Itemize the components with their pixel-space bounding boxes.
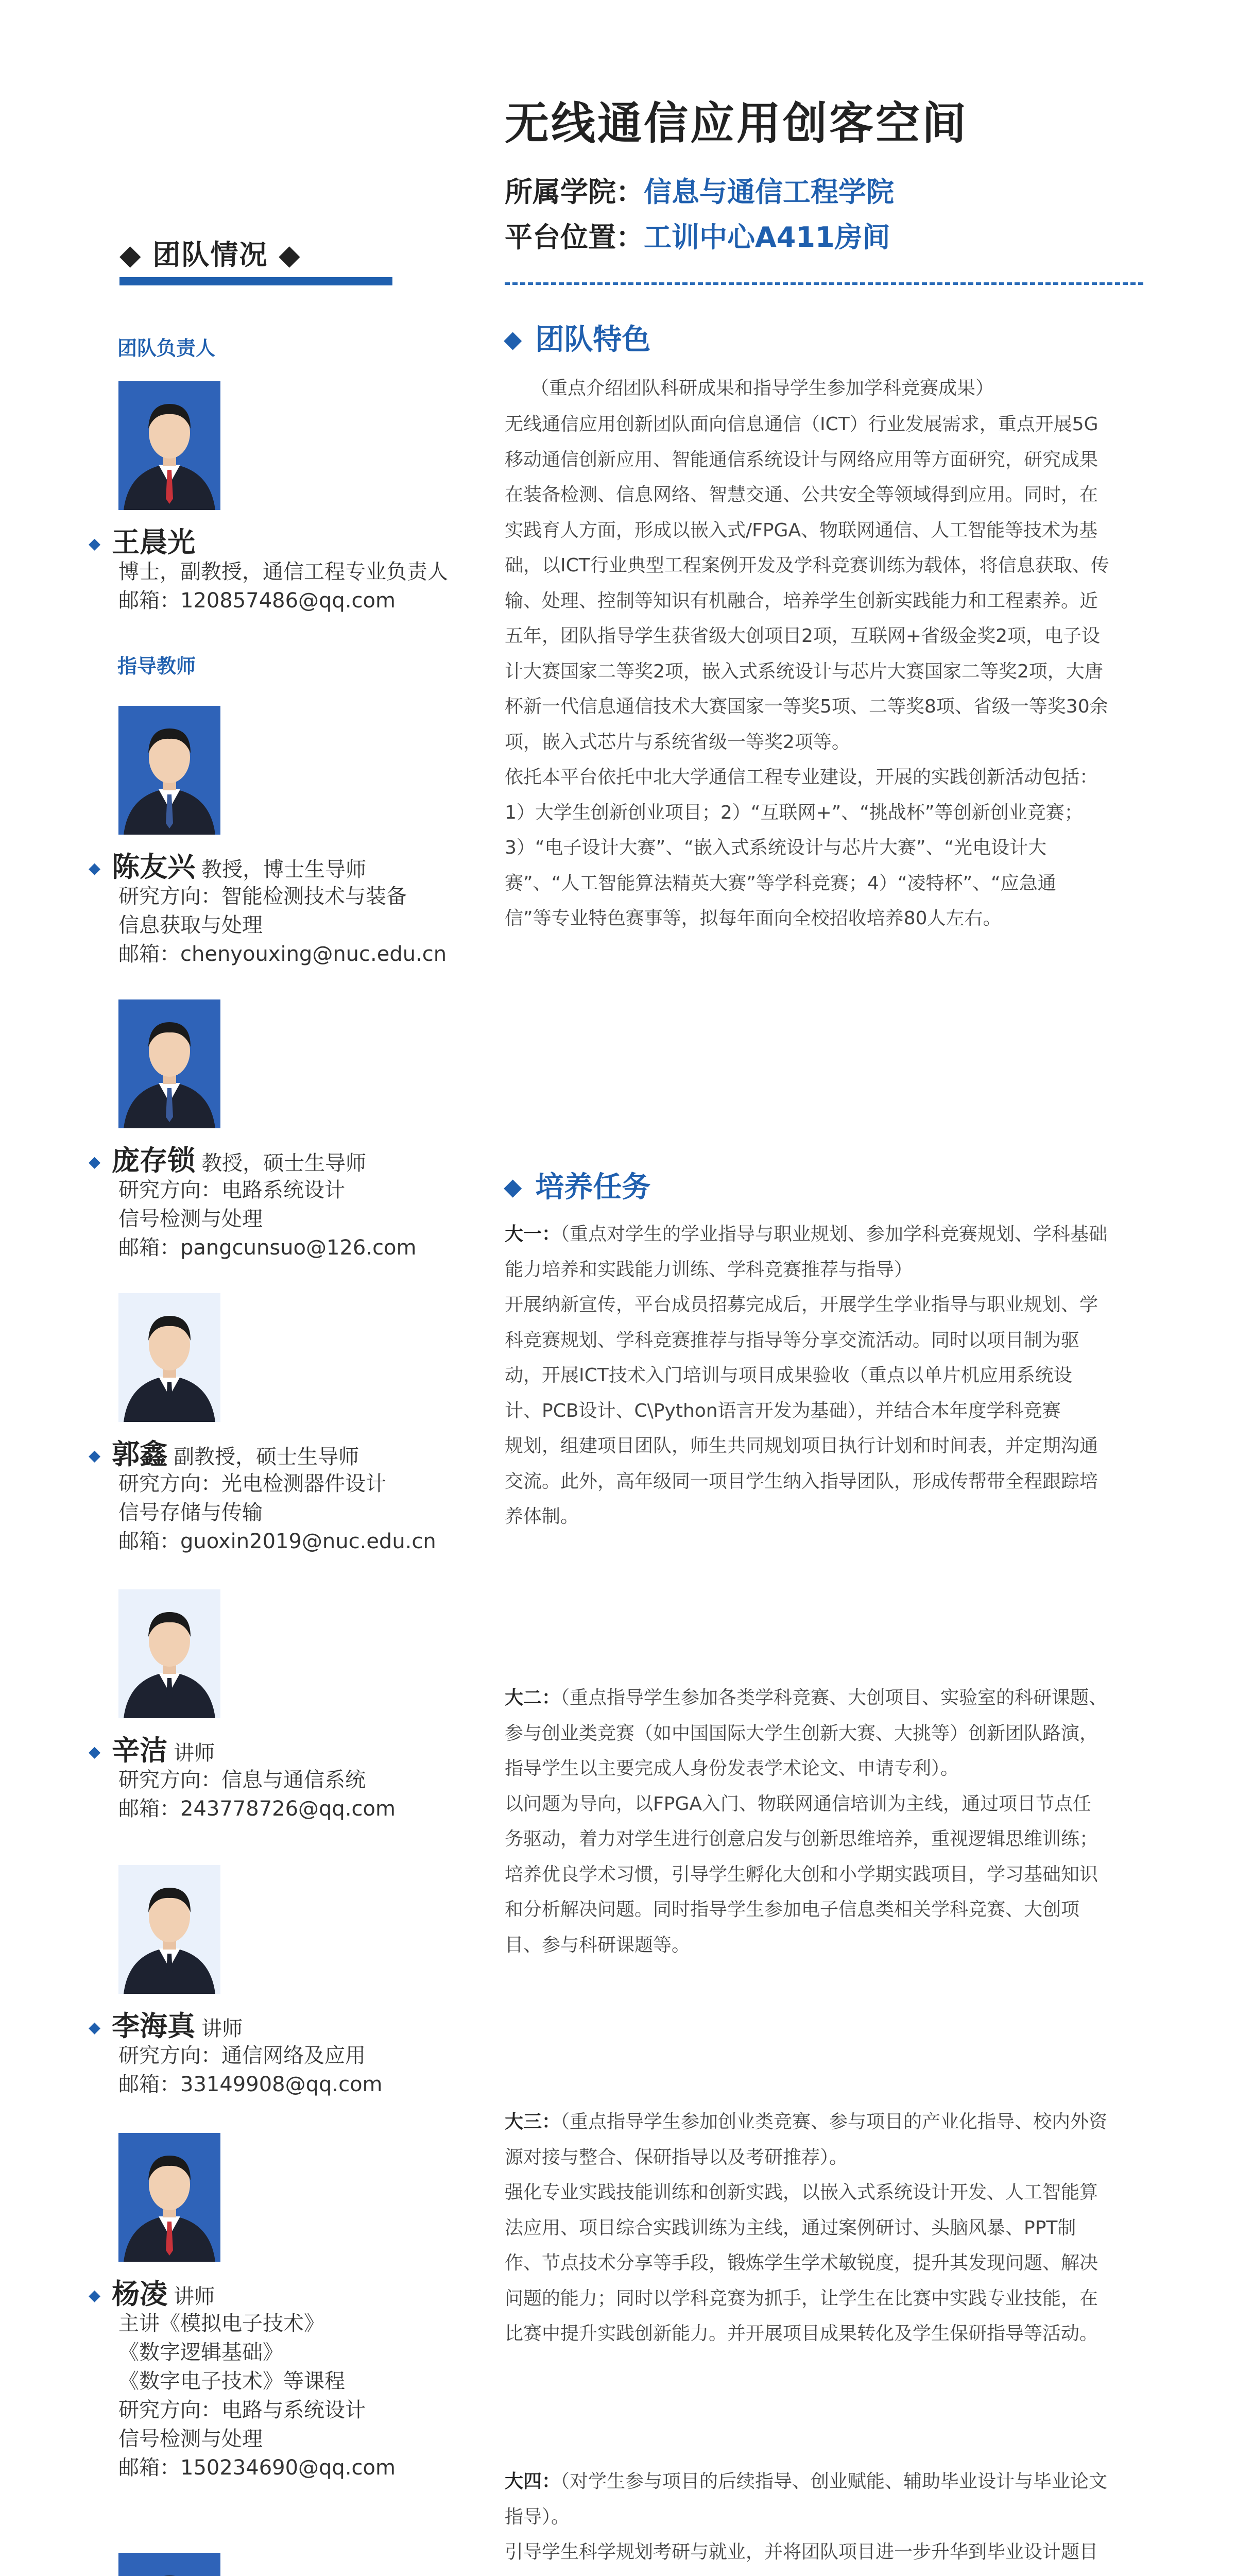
person-name-row bbox=[89, 1139, 366, 1178]
body-line: 1）大学生创新创业项目；2）“互联网+”、“挑战杯”等创新创业竞赛； bbox=[505, 802, 1083, 823]
body-line: 交流。此外，高年级同一项目学生纳入指导团队，形成传帮带全程跟踪培 bbox=[505, 1470, 1098, 1492]
person-title: 教授，硕士生导师 bbox=[201, 1151, 367, 1175]
body-line: 规划，组建项目团队，师生共同规划项目执行计划和时间表，并定期沟通 bbox=[505, 1435, 1098, 1456]
portrait-photo bbox=[118, 381, 220, 510]
person-name-row bbox=[89, 2004, 243, 2044]
body-line: 无线通信应用创新团队面向信息通信（ICT）行业发展需求，重点开展5G bbox=[505, 414, 1098, 435]
person-info-line: 主讲《模拟电子技术》 bbox=[118, 2312, 324, 2335]
portrait-photo bbox=[118, 999, 220, 1128]
section-subtitle: （重点介绍团队科研成果和指导学生参加学科竞赛成果） bbox=[530, 378, 994, 399]
person-info-line: 研究方向：光电检测器件设计 bbox=[118, 1472, 386, 1496]
diamond-bullet-icon: ◆ bbox=[89, 859, 101, 877]
body-line: 大二：（重点指导学生参加各类学科竞赛、大创项目、实验室的科研课题、 bbox=[505, 1687, 1108, 1708]
diamond-bullet-icon: ◆ bbox=[89, 2286, 101, 2304]
body-line: 参与创业类竞赛（如中国国际大学生创新大赛、大挑等）创新团队路演， bbox=[505, 1722, 1098, 1744]
body-line: 大三：（重点指导学生参加创业类竞赛、参与项目的产业化指导、校内外资 bbox=[505, 2111, 1108, 2132]
portrait-photo bbox=[118, 1293, 220, 1422]
body-line: 比赛中提升实践创新能力。并开展项目成果转化及学生保研指导等活动。 bbox=[505, 2323, 1098, 2344]
body-line: 实践育人方面，形成以嵌入式/FPGA、物联网通信、人工智能等技术为基 bbox=[505, 519, 1098, 541]
platform-key: 平台位置： bbox=[505, 221, 644, 253]
person-name: 陈友兴 bbox=[112, 851, 196, 883]
body-line: 指导学生以主要完成人身份发表学术论文、申请专利）。 bbox=[505, 1758, 959, 1779]
body-line: 指导）。 bbox=[505, 2506, 570, 2528]
body-line: 3）“电子设计大赛”、“嵌入式系统设计与芯片大赛”、“光电设计大 bbox=[505, 837, 1047, 858]
diamond-bullet-icon: ◆ bbox=[89, 2019, 101, 2037]
body-line: 计、PCB设计、C\Python语言开发为基础），并结合本年度学科竞赛 bbox=[505, 1400, 1061, 1421]
body-line: 输、处理、控制等知识有机融合，培养学生创新实践能力和工程素养。近 bbox=[505, 590, 1098, 612]
section-title-text: 团队特色 bbox=[535, 323, 651, 357]
lead-label: 团队负责人 bbox=[117, 337, 216, 360]
training-year3 bbox=[505, 2105, 1143, 2352]
person-info-line: 邮箱：pangcunsuo@126.com bbox=[118, 1236, 417, 1260]
year-label: 大二： bbox=[505, 1687, 561, 1708]
person-info-line: 邮箱：150234690@qq.com bbox=[118, 2456, 396, 2480]
person-info-line: 博士，副教授，通信工程专业负责人 bbox=[118, 560, 448, 584]
portrait-photo bbox=[118, 706, 220, 835]
person-info-line: 信号检测与处理 bbox=[118, 2427, 263, 2451]
section-title-features bbox=[504, 317, 650, 358]
person-info-line: 研究方向：智能检测技术与装备 bbox=[118, 885, 407, 908]
college-value: 信息与通信工程学院 bbox=[644, 176, 894, 208]
person-info-line: 邮箱：guoxin2019@nuc.edu.cn bbox=[118, 1530, 436, 1553]
body-line: 能力培养和实践能力训练、学科竞赛推荐与指导） bbox=[505, 1259, 913, 1280]
body-line: 培养优良学术习惯，引导学生孵化大创和小学期实践项目，学习基础知识 bbox=[505, 1863, 1098, 1885]
body-line: 移动通信创新应用、智能通信系统设计与网络应用等方面研究，研究成果 bbox=[505, 449, 1098, 470]
person-info-line: 信号存储与传输 bbox=[118, 1501, 263, 1524]
body-line: 在装备检测、信息网络、智慧交通、公共安全等领域得到应用。同时，在 bbox=[505, 484, 1098, 505]
year-label: 大三： bbox=[505, 2111, 561, 2132]
diamond-icon: ◆ bbox=[504, 325, 522, 353]
person-name: 辛洁 bbox=[112, 1734, 168, 1767]
person-info bbox=[118, 2309, 396, 2482]
person-info-line: 研究方向：电路系统设计 bbox=[118, 1178, 345, 1202]
person-name: 郭鑫 bbox=[112, 1438, 168, 1470]
person-title: 副教授，硕士生导师 bbox=[174, 1445, 359, 1469]
page-title: 无线通信应用创客空间 bbox=[505, 98, 968, 149]
advisor-label: 指导教师 bbox=[117, 655, 196, 677]
person-info-line: 研究方向：电路与系统设计 bbox=[118, 2398, 366, 2422]
body-line: 大四：（对学生参与项目的后续指导、创业赋能、辅助毕业设计与毕业论文 bbox=[505, 2471, 1108, 2492]
person-name-row bbox=[89, 1432, 359, 1472]
person-info-line: 信息获取与处理 bbox=[118, 913, 263, 937]
person-info-line: 研究方向：信息与通信系统 bbox=[118, 1768, 366, 1792]
year-label: 大四： bbox=[505, 2471, 561, 2492]
portrait-photo bbox=[118, 2133, 220, 2262]
diamond-icon: ◆ bbox=[504, 1173, 522, 1200]
platform-row bbox=[505, 215, 890, 255]
person-info-line: 邮箱：33149908@qq.com bbox=[118, 2073, 383, 2096]
body-line: 目、参与科研课题等。 bbox=[505, 1934, 691, 1956]
body-line: 以问题为导向，以FPGA入门、物联网通信培训为主线，通过项目节点任 bbox=[505, 1793, 1091, 1815]
person-title: 教授，博士生导师 bbox=[201, 858, 367, 882]
body-line bbox=[505, 2570, 1143, 2576]
person-info bbox=[118, 557, 448, 615]
body-line: 作、节点技术分享等手段，锻炼学生学术敏锐度，提升其发现问题、解决 bbox=[505, 2252, 1098, 2274]
body-line: 引导学生科学规划考研与就业，并将团队项目进一步升华到毕业设计题目 bbox=[505, 2541, 1098, 2563]
person-name: 杨凌 bbox=[112, 2278, 168, 2310]
person-name: 庞存锁 bbox=[112, 1144, 196, 1177]
body-line: 源对接与整合、保研指导以及考研推荐）。 bbox=[505, 2146, 848, 2168]
diamond-bullet-icon: ◆ bbox=[89, 1743, 101, 1761]
person-info bbox=[118, 882, 447, 969]
body-line: 问题的能力；同时以学科竞赛为抓手，让学生在比赛中实践专业技能，在 bbox=[505, 2287, 1098, 2309]
body-line: 项，嵌入式芯片与系统省级一等奖2项等。 bbox=[505, 731, 850, 753]
person-info-line: 信号检测与处理 bbox=[118, 1207, 263, 1231]
person-info-line: 《数字电子技术》等课程 bbox=[118, 2369, 345, 2393]
header-divider bbox=[505, 282, 1143, 285]
body-line: 开展纳新宣传，平台成员招募完成后，开展学生学业指导与职业规划、学 bbox=[505, 1294, 1098, 1315]
body-line: 法应用、项目综合实践训练为主线，通过案例研讨、头脑风暴、PPT制 bbox=[505, 2217, 1076, 2239]
person-info bbox=[118, 2041, 383, 2099]
body-line: 依托本平台依托中北大学通信工程专业建设，开展的实践创新活动包括： bbox=[505, 767, 1098, 788]
body-line: 杯新一代信息通信技术大赛国家一等奖5项、二等奖8项、省级一等奖30余 bbox=[505, 696, 1108, 717]
diamond-bullet-icon: ◆ bbox=[89, 1447, 101, 1465]
team-heading-bar bbox=[119, 277, 392, 285]
team-heading: ◆ 团队情况 ◆ bbox=[119, 239, 301, 271]
person-name-row bbox=[89, 1728, 215, 1768]
person-title: 讲师 bbox=[201, 2017, 243, 2041]
portrait-photo bbox=[118, 1865, 220, 1994]
training-year4 bbox=[505, 2464, 1143, 2576]
section-title-text: 培养任务 bbox=[535, 1171, 651, 1204]
college-row bbox=[505, 170, 894, 210]
person-info-line: 《数字逻辑基础》 bbox=[118, 2341, 283, 2364]
body-line: 养体制。 bbox=[505, 1506, 579, 1527]
body-line: 础，以ICT行业典型工程案例开发及学科竞赛训练为载体，将信息获取、传 bbox=[505, 555, 1109, 576]
body-line: 和分析解决问题。同时指导学生参加电子信息类相关学科竞赛、大创项 bbox=[505, 1899, 1080, 1920]
person-info bbox=[118, 1176, 417, 1262]
body-line: 务驱动，着力对学生进行创意启发与创新思维培养，重视逻辑思维训练； bbox=[505, 1828, 1098, 1850]
platform-value: 工训中心A411房间 bbox=[644, 221, 890, 253]
diamond-bullet-icon: ◆ bbox=[89, 535, 101, 553]
training-year2 bbox=[505, 1681, 1143, 1963]
person-name-row bbox=[89, 845, 366, 885]
body-line: 科竞赛规划、学科竞赛推荐与指导等分享交流活动。同时以项目制为驱 bbox=[505, 1329, 1080, 1351]
person-info-line: 邮箱：243778726@qq.com bbox=[118, 1797, 396, 1821]
person-info bbox=[118, 1469, 436, 1556]
person-info-line: 邮箱：chenyouxing@nuc.edu.cn bbox=[118, 942, 447, 966]
year-label: 大一： bbox=[505, 1224, 561, 1245]
person-info bbox=[118, 1766, 396, 1823]
college-key: 所属学院： bbox=[505, 176, 644, 208]
body-line: 动，开展ICT技术入门培训与项目成果验收（重点以单片机应用系统设 bbox=[505, 1365, 1072, 1386]
person-title: 讲师 bbox=[174, 1741, 215, 1765]
training-year1 bbox=[505, 1217, 1143, 1535]
body-line: 大一：（重点对学生的学业指导与职业规划、参加学科竞赛规划、学科基础 bbox=[505, 1224, 1108, 1245]
portrait-photo bbox=[118, 1589, 220, 1718]
person-name-row bbox=[89, 520, 201, 560]
person-title: 讲师 bbox=[174, 2285, 215, 2309]
person-name-row bbox=[89, 2272, 215, 2312]
person-name: 李海真 bbox=[112, 2010, 196, 2042]
person-info-line: 邮箱：120857486@qq.com bbox=[118, 589, 396, 613]
body-line: 赛”、“人工智能算法精英大赛”等学科竞赛；4）“凌特杯”、“应急通 bbox=[505, 872, 1056, 894]
diamond-bullet-icon: ◆ bbox=[89, 1153, 101, 1171]
section-title-training bbox=[504, 1164, 650, 1206]
body-line: 计大赛国家二等奖2项，嵌入式系统设计与芯片大赛国家二等奖2项，大唐 bbox=[505, 660, 1103, 682]
body-line: 五年，团队指导学生获省级大创项目2项，互联网+省级金奖2项，电子设 bbox=[505, 625, 1100, 647]
features-body bbox=[505, 407, 1143, 937]
person-name: 王晨光 bbox=[112, 526, 196, 558]
body-line: 信”等专业特色赛事等，拟每年面向全校招收培养80人左右。 bbox=[505, 908, 1002, 929]
body-line: 强化专业实践技能训练和创新实践，以嵌入式系统设计开发、人工智能算 bbox=[505, 2182, 1098, 2203]
person-info-line: 研究方向：通信网络及应用 bbox=[118, 2044, 366, 2067]
portrait-photo bbox=[118, 2553, 220, 2576]
